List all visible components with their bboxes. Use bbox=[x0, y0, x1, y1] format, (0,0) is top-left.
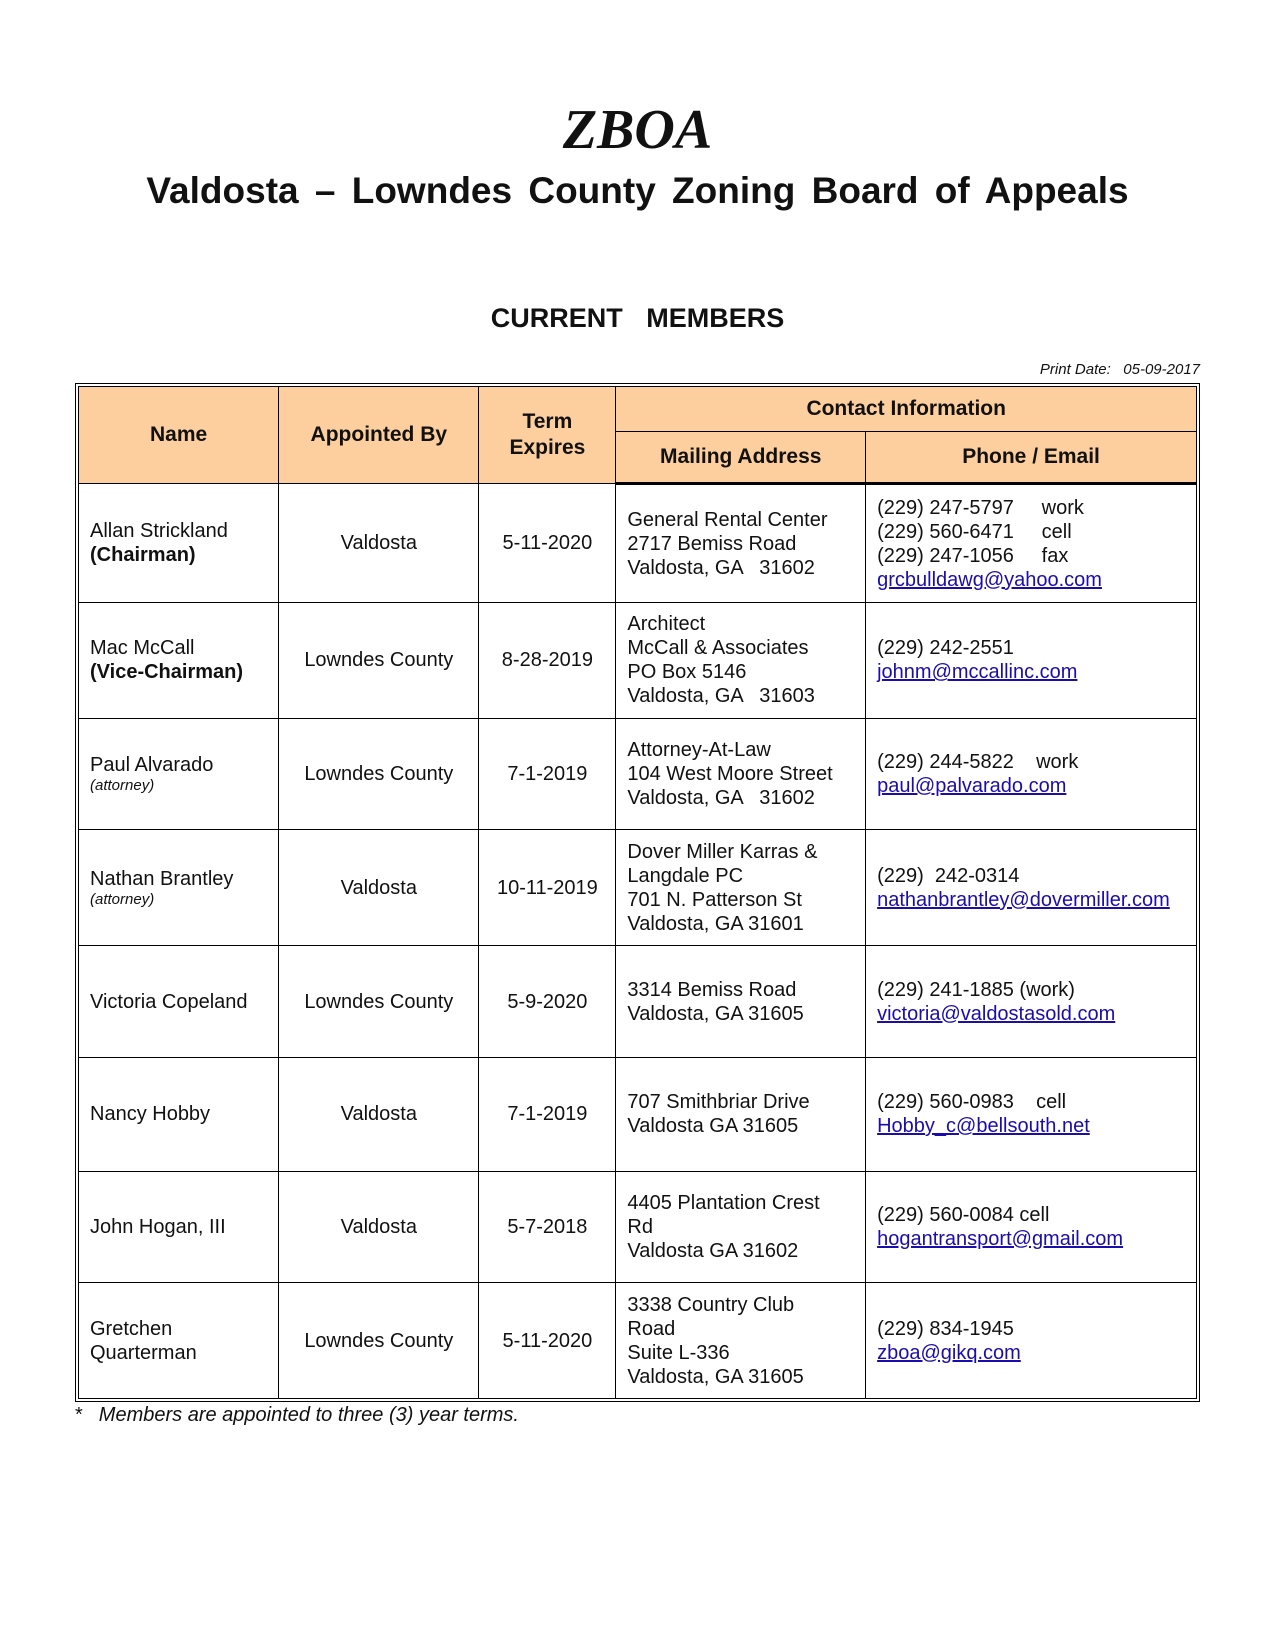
column-header-term-expires bbox=[479, 387, 616, 484]
member-name: Paul Alvarado bbox=[90, 754, 214, 777]
phone-email-cell bbox=[866, 1171, 1197, 1283]
column-header-appointed-by: Appointed By bbox=[279, 387, 479, 484]
table-row bbox=[79, 484, 1197, 603]
members-table-frame bbox=[75, 383, 1200, 1402]
phone-line: (229) 241-1885 (work) bbox=[877, 978, 1075, 1001]
address-line: Valdosta GA 31605 bbox=[627, 1115, 799, 1138]
phone-line: (229) 242-0314 bbox=[877, 864, 1020, 887]
email-link[interactable]: hogantransport@gmail.com bbox=[877, 1227, 1124, 1250]
address-line: 3338 Country Club bbox=[627, 1293, 795, 1316]
mailing-address-cell bbox=[616, 946, 866, 1058]
term-expires-cell: 8-28-2019 bbox=[479, 603, 616, 719]
appointed-by-cell: Lowndes County bbox=[279, 718, 479, 830]
document-logo: ZBOA bbox=[562, 99, 713, 161]
mailing-address-cell bbox=[616, 1283, 866, 1399]
organization-title: Valdosta – Lowndes County Zoning Board of Appeals bbox=[146, 170, 1129, 211]
mailing-address-cell bbox=[616, 1171, 866, 1283]
appointed-by-cell: Lowndes County bbox=[279, 1283, 479, 1399]
address-line: Suite L-336 bbox=[627, 1341, 730, 1364]
mailing-address-cell bbox=[616, 830, 866, 946]
member-name-cell bbox=[79, 484, 279, 603]
footnote-marker: * bbox=[75, 1404, 83, 1426]
address-line: Valdosta, GA 31605 bbox=[627, 1002, 804, 1025]
column-header-name: Name bbox=[79, 387, 279, 484]
email-link[interactable]: grcbulldawg@yahoo.com bbox=[877, 568, 1102, 591]
print-date: Print Date: 05-09-2017 bbox=[1039, 361, 1200, 378]
member-name: Allan Strickland bbox=[90, 520, 228, 542]
appointed-by-cell: Valdosta bbox=[279, 830, 479, 946]
members-table bbox=[78, 386, 1197, 1399]
member-note: (attorney) bbox=[90, 890, 155, 908]
column-header-phone-email: Phone / Email bbox=[866, 432, 1197, 484]
table-row bbox=[79, 946, 1197, 1058]
mailing-address-cell bbox=[616, 603, 866, 719]
address-line: McCall & Associates bbox=[627, 637, 809, 660]
term-header-line-1: Term bbox=[522, 410, 573, 433]
address-line: 707 Smithbriar Drive bbox=[627, 1091, 810, 1114]
phone-line: (229) 560-6471 cell bbox=[877, 520, 1072, 543]
term-expires-cell: 7-1-2019 bbox=[479, 718, 616, 830]
column-header-contact-information: Contact Information bbox=[616, 387, 1197, 432]
mailing-address-cell bbox=[616, 1057, 866, 1171]
term-header-line-2: Expires bbox=[509, 436, 586, 459]
member-name-line-2: Quarterman bbox=[90, 1341, 197, 1364]
member-role: (Chairman) bbox=[90, 544, 196, 566]
member-name-cell bbox=[79, 946, 279, 1058]
member-name-cell bbox=[79, 603, 279, 719]
address-line: Valdosta GA 31602 bbox=[627, 1239, 799, 1262]
phone-line: (229) 244-5822 work bbox=[877, 751, 1079, 774]
address-line: Valdosta, GA 31602 bbox=[627, 556, 815, 579]
phone-email-cell bbox=[866, 830, 1197, 946]
phone-line: (229) 560-0084 cell bbox=[877, 1203, 1050, 1226]
phone-email-cell bbox=[866, 603, 1197, 719]
term-expires-cell: 7-1-2019 bbox=[479, 1057, 616, 1171]
column-header-mailing-address: Mailing Address bbox=[616, 432, 866, 484]
member-name: Mac McCall bbox=[90, 637, 195, 660]
appointed-by-cell: Lowndes County bbox=[279, 603, 479, 719]
email-link[interactable]: zboa@gikq.com bbox=[877, 1341, 1021, 1364]
address-line: Attorney-At-Law bbox=[627, 739, 771, 762]
section-title: CURRENT MEMBERS bbox=[490, 303, 785, 333]
email-link[interactable]: johnm@mccallinc.com bbox=[877, 661, 1078, 684]
member-role: (Vice-Chairman) bbox=[90, 661, 244, 684]
member-rows bbox=[79, 484, 1197, 1399]
email-link[interactable]: nathanbrantley@dovermiller.com bbox=[877, 888, 1170, 911]
phone-email-cell bbox=[866, 1057, 1197, 1171]
address-line: Valdosta, GA 31602 bbox=[627, 787, 815, 810]
phone-email-cell bbox=[866, 484, 1197, 603]
term-expires-cell: 5-9-2020 bbox=[479, 946, 616, 1058]
phone-email-cell bbox=[866, 946, 1197, 1058]
member-note: (attorney) bbox=[90, 777, 155, 795]
member-name-cell bbox=[79, 830, 279, 946]
address-line: 4405 Plantation Crest bbox=[627, 1191, 820, 1214]
address-line: 3314 Bemiss Road bbox=[627, 978, 797, 1001]
phone-line: (229) 247-1056 fax bbox=[877, 544, 1069, 567]
phone-line: (229) 560-0983 cell bbox=[877, 1091, 1067, 1114]
member-name-cell bbox=[79, 1057, 279, 1171]
address-line: PO Box 5146 bbox=[627, 661, 747, 684]
term-expires-cell: 5-11-2020 bbox=[479, 484, 616, 603]
member-name: John Hogan, III bbox=[90, 1215, 226, 1238]
email-link[interactable]: Hobby_c@bellsouth.net bbox=[877, 1115, 1090, 1138]
email-link[interactable]: paul@palvarado.com bbox=[877, 775, 1067, 798]
address-line: 2717 Bemiss Road bbox=[627, 532, 797, 555]
phone-line: (229) 242-2551 bbox=[877, 637, 1014, 660]
term-expires-cell: 10-11-2019 bbox=[479, 830, 616, 946]
address-line: Architect bbox=[627, 613, 706, 636]
member-name: Gretchen bbox=[90, 1317, 173, 1340]
address-line: Valdosta, GA 31605 bbox=[627, 1365, 804, 1388]
phone-line: (229) 834-1945 bbox=[877, 1317, 1014, 1340]
mailing-address-cell bbox=[616, 718, 866, 830]
address-line: Road bbox=[627, 1317, 676, 1340]
address-line: Dover Miller Karras & bbox=[627, 840, 818, 863]
table-row bbox=[79, 718, 1197, 830]
phone-email-cell bbox=[866, 1283, 1197, 1399]
table-row bbox=[79, 830, 1197, 946]
appointed-by-cell: Lowndes County bbox=[279, 946, 479, 1058]
member-name-cell bbox=[79, 1283, 279, 1399]
footnote bbox=[75, 1402, 519, 1428]
mailing-address-cell bbox=[616, 484, 866, 603]
address-line: General Rental Center bbox=[627, 508, 828, 531]
table-row bbox=[79, 1171, 1197, 1283]
member-name: Nancy Hobby bbox=[90, 1103, 211, 1126]
term-expires-cell: 5-7-2018 bbox=[479, 1171, 616, 1283]
member-name-cell bbox=[79, 1171, 279, 1283]
address-line: Rd bbox=[627, 1215, 653, 1238]
table-row bbox=[79, 1057, 1197, 1171]
term-expires-cell: 5-11-2020 bbox=[479, 1283, 616, 1399]
address-line: Valdosta, GA 31603 bbox=[627, 685, 815, 708]
member-name: Victoria Copeland bbox=[90, 990, 248, 1013]
address-line: Valdosta, GA 31601 bbox=[627, 912, 804, 935]
phone-line: (229) 247-5797 work bbox=[877, 496, 1084, 519]
member-name-cell bbox=[79, 718, 279, 830]
footnote-text: Members are appointed to three (3) year terms. bbox=[98, 1404, 519, 1426]
phone-email-cell bbox=[866, 718, 1197, 830]
member-name: Nathan Brantley bbox=[90, 867, 234, 890]
table-row bbox=[79, 603, 1197, 719]
appointed-by-cell: Valdosta bbox=[279, 1057, 479, 1171]
address-line: Langdale PC bbox=[627, 864, 744, 887]
email-link[interactable]: victoria@valdostasold.com bbox=[877, 1002, 1116, 1025]
appointed-by-cell: Valdosta bbox=[279, 1171, 479, 1283]
address-line: 701 N. Patterson St bbox=[627, 888, 802, 911]
appointed-by-cell: Valdosta bbox=[279, 484, 479, 603]
table-row bbox=[79, 1283, 1197, 1399]
address-line: 104 West Moore Street bbox=[627, 763, 833, 786]
